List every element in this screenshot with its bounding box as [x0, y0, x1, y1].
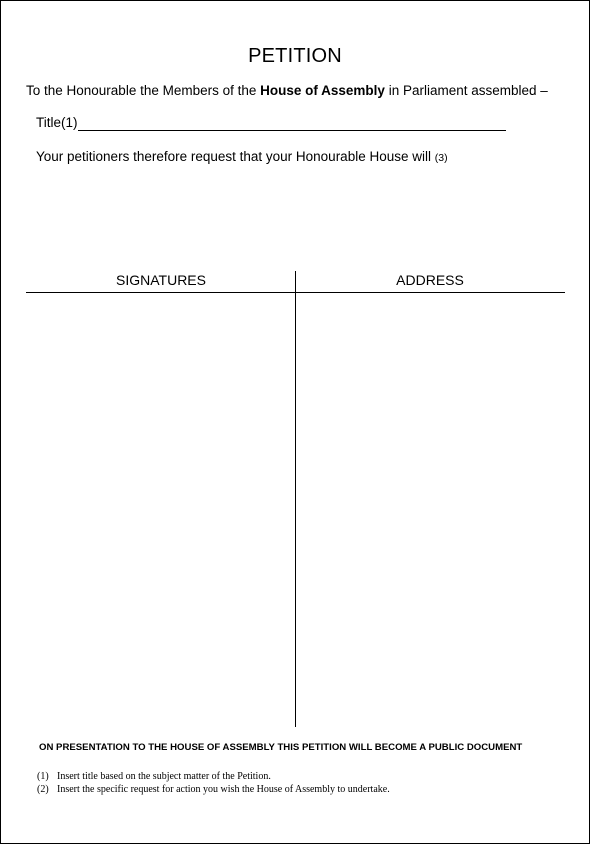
address-column-header: ADDRESS — [396, 272, 464, 288]
title-footnote-marker: (1) — [61, 115, 78, 130]
footnote-2 — [37, 784, 390, 797]
title-input-line[interactable] — [78, 130, 506, 131]
footnote-number: (1) — [37, 771, 49, 782]
title-label-text: Title — [36, 115, 62, 130]
footnote-1 — [37, 771, 390, 784]
addressee-house-name: House of Assembly — [260, 83, 385, 98]
addressee-prefix: To the Honourable the Members of the — [26, 83, 261, 98]
addressee-suffix: in Parliament assembled – — [384, 83, 548, 98]
page-title: PETITION — [248, 45, 342, 67]
footnote-number: (2) — [37, 783, 49, 795]
request-line — [36, 149, 448, 164]
request-text: Your petitioners therefore request that your Honourable House will — [36, 149, 435, 164]
footnotes — [37, 771, 390, 796]
signatures-column-header: SIGNATURES — [116, 272, 206, 288]
footnote-text: Insert title based on the subject matter of the Petition. — [57, 771, 271, 782]
title-field-label — [36, 115, 78, 130]
footnote-text: Insert the specific request for action you wish the House of Assembly to undertake. — [57, 783, 390, 795]
request-footnote-marker: (3) — [434, 152, 448, 164]
public-document-notice: ON PRESENTATION TO THE HOUSE OF ASSEMBLY THIS PETITION WILL BECOME A PUBLIC DOCUMENT — [39, 742, 523, 753]
addressee-line — [26, 83, 548, 98]
table-column-divider — [295, 271, 296, 727]
